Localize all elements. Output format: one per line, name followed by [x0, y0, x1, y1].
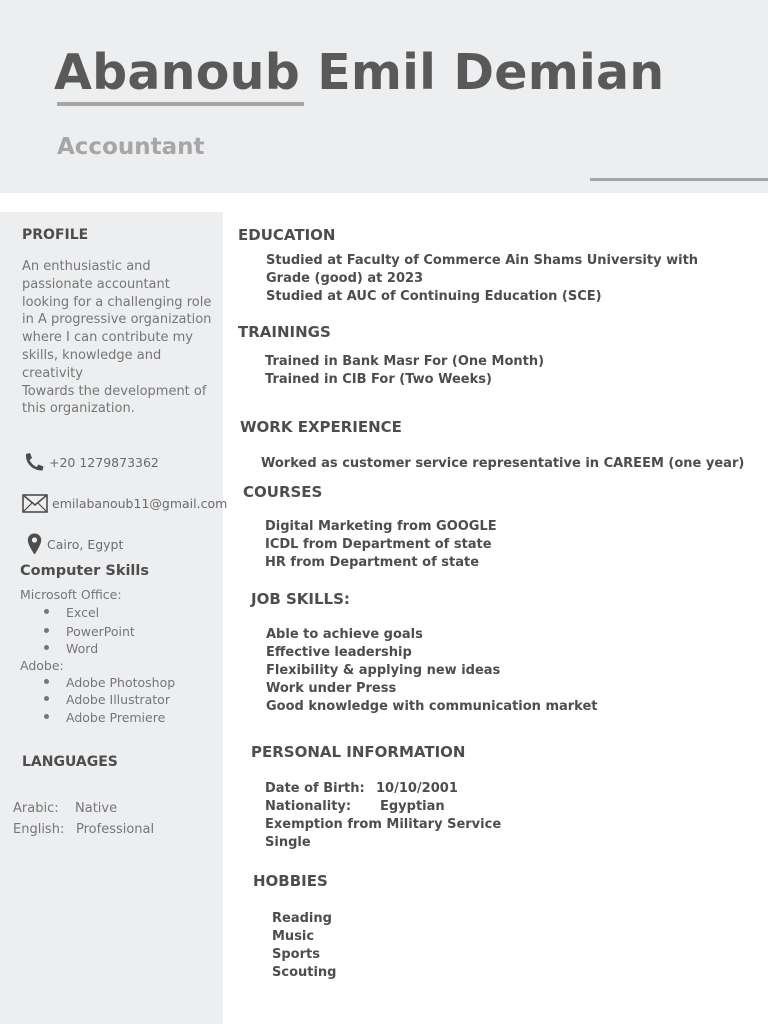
profile-line: this organization. [22, 401, 135, 417]
skill-item: Excel [66, 605, 100, 620]
profile-line: looking for a challenging role [22, 294, 212, 310]
marital-status: Single [265, 835, 311, 850]
language-name: Arabic: [13, 801, 59, 816]
header-band [0, 0, 768, 193]
hobbies-text [272, 910, 337, 982]
email-address[interactable]: emilabanoub11@gmail.com [52, 496, 228, 511]
profile-line: skills, knowledge and [22, 347, 162, 363]
bullet [44, 696, 49, 701]
email-icon [22, 494, 48, 513]
candidate-name: Abanoub Emil Demian [54, 44, 665, 101]
language-level: Professional [76, 822, 155, 837]
education-line: Grade (good) at 2023 [266, 271, 424, 286]
hobby-line: Sports [272, 947, 320, 962]
courses-text [265, 518, 497, 572]
skill-group-label: Microsoft Office: [20, 587, 122, 602]
trainings-heading: TRAININGS [238, 323, 331, 341]
header-divider [590, 178, 768, 181]
languages-heading: LANGUAGES [22, 754, 118, 770]
dob-value: 10/10/2001 [376, 781, 458, 796]
name-underline [57, 102, 304, 106]
location-pin-icon [27, 533, 42, 555]
job-skill-line: Work under Press [266, 681, 397, 696]
profile-heading: PROFILE [22, 227, 89, 243]
skill-item: Word [66, 641, 99, 656]
language-level: Native [75, 801, 118, 816]
training-line: Trained in CIB For (Two Weeks) [265, 372, 492, 387]
job-skill-line: Effective leadership [266, 645, 412, 660]
training-line: Trained in Bank Masr For (One Month) [265, 354, 545, 369]
phone-number[interactable]: +20 1279873362 [49, 455, 159, 470]
course-line: Digital Marketing from GOOGLE [265, 519, 497, 534]
profile-text [22, 258, 212, 418]
job-title: Accountant [57, 134, 205, 160]
education-line: Studied at AUC of Continuing Education (SCE) [266, 289, 602, 304]
personal-information-heading: PERSONAL INFORMATION [251, 743, 466, 761]
bullet [44, 645, 49, 650]
education-text [266, 252, 698, 306]
dob-label: Date of Birth: [265, 781, 365, 796]
skill-item: PowerPoint [66, 624, 135, 639]
hobby-line: Music [272, 929, 315, 944]
profile-line: passionate accountant [22, 276, 170, 292]
bullet [44, 609, 49, 614]
profile-line: creativity [22, 365, 83, 381]
education-line: Studied at Faculty of Commerce Ain Shams University with [266, 253, 699, 268]
education-heading: EDUCATION [238, 226, 336, 244]
skill-group-label: Adobe: [20, 658, 64, 673]
bullet [44, 679, 49, 684]
work-experience-line: Worked as customer service representative in CAREEM (one year) [261, 456, 745, 471]
profile-line: in A progressive organization [22, 312, 212, 328]
profile-line: where I can contribute my [22, 330, 193, 346]
phone-icon [23, 452, 45, 472]
hobby-line: Scouting [272, 965, 337, 980]
nationality-label: Nationality: [265, 799, 352, 814]
bullet [44, 714, 49, 719]
job-skill-line: Good knowledge with communication market [266, 699, 598, 714]
military-status: Exemption from Military Service [265, 817, 502, 832]
course-line: ICDL from Department of state [265, 537, 492, 552]
work-experience-heading: WORK EXPERIENCE [240, 418, 402, 436]
profile-line: An enthusiastic and [22, 259, 151, 274]
job-skill-line: Able to achieve goals [266, 627, 423, 642]
skill-item: Adobe Photoshop [66, 675, 176, 690]
profile-line: Towards the development of [22, 383, 207, 399]
computer-skills-heading: Computer Skills [20, 563, 150, 579]
job-skills-heading: JOB SKILLS: [251, 590, 350, 608]
hobbies-heading: HOBBIES [253, 872, 328, 890]
courses-heading: COURSES [243, 483, 323, 501]
course-line: HR from Department of state [265, 555, 480, 570]
job-skills-text [266, 626, 598, 716]
skill-item: Adobe Illustrator [66, 692, 170, 707]
hobby-line: Reading [272, 911, 332, 926]
bullet [44, 628, 49, 633]
language-name: English: [13, 822, 65, 837]
skill-item: Adobe Premiere [66, 710, 166, 725]
location: Cairo, Egypt [47, 537, 124, 552]
nationality-value: Egyptian [380, 799, 445, 814]
job-skill-line: Flexibility & applying new ideas [266, 663, 501, 678]
trainings-text [265, 353, 544, 389]
